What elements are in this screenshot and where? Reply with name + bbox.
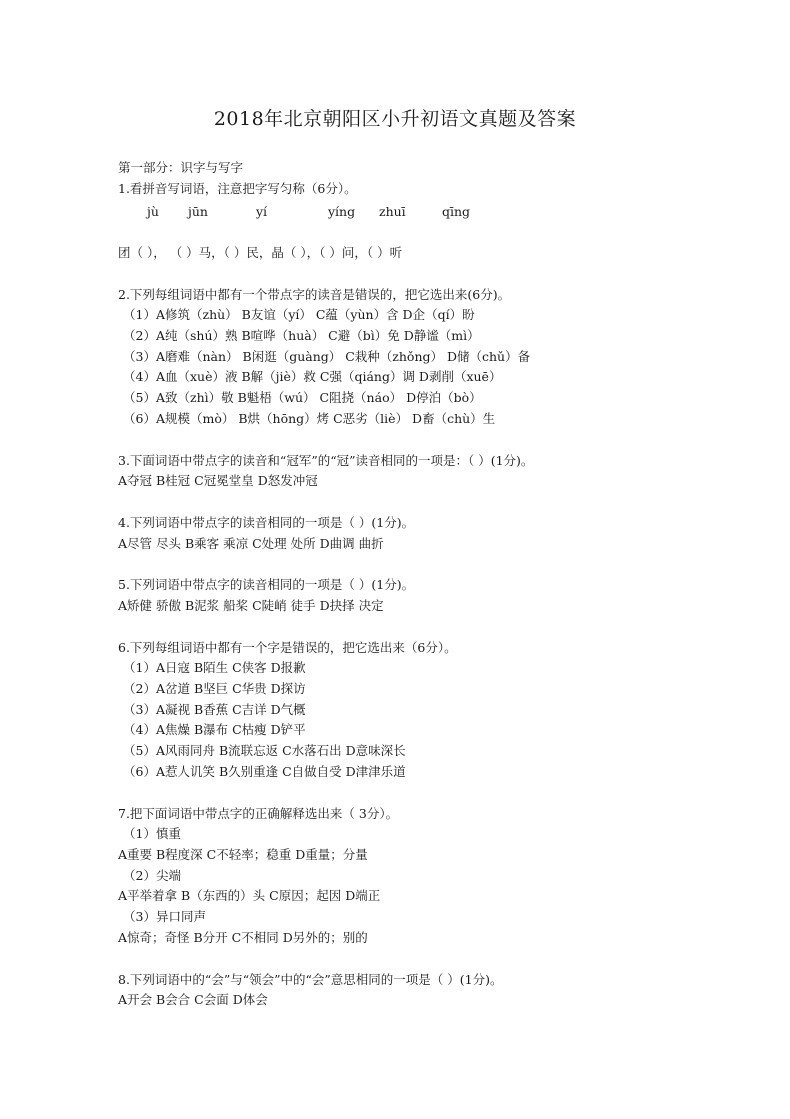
- q6-line: （6）A惹人讥笑 B久别重逢 C自做自受 D津津乐道: [123, 764, 406, 779]
- q4-prompt: 4.下列词语中带点字的读音相同的一项是（ ）(1分)。: [118, 515, 415, 530]
- q7-options: A惊奇；奇怪 B分开 C不相同 D另外的；别的: [118, 930, 368, 945]
- q6-prompt: 6.下列每组词语中都有一个字是错误的，把它选出来（6分）。: [118, 640, 457, 655]
- pinyin-2: jūn: [188, 204, 208, 219]
- q2-line: （6）A规模（mò） B烘（hōng）烤 C恶劣（liè） D畜（chù）生: [123, 411, 496, 426]
- pinyin-4: yíng: [328, 204, 356, 219]
- q7-term: （1）慎重: [123, 826, 181, 841]
- q6-line: （4）A焦燥 B瀑布 C枯瘦 D铲平: [123, 722, 306, 737]
- q2-line: （2）A纯（shú）熟 B喧哗（huà） C避（bì）免 D静谧（mì）: [123, 328, 480, 343]
- q8-options: A开会 B会合 C会面 D体会: [118, 992, 268, 1007]
- q6-line: （2）A岔道 B坚巨 C华贵 D探访: [123, 681, 306, 696]
- pinyin-6: qīng: [442, 204, 471, 219]
- q7-term: （3）异口同声: [123, 909, 206, 924]
- q2-line: （1）A修筑（zhù） B友谊（yí） C蕴（yùn）含 D企（qí）盼: [123, 307, 475, 322]
- section-heading: 第一部分：识字与写字: [118, 160, 244, 175]
- q2-line: （3）A磨难（nàn） B闲逛（guàng） C栽种（zhǒng） D储（chǔ）备: [123, 349, 531, 364]
- q7-options: A重要 B程度深 C不轻率；稳重 D重量；分量: [118, 847, 368, 862]
- pinyin-1: jù: [147, 204, 159, 219]
- q6-line: （1）A日寇 B陌生 C侠客 D报歉: [123, 660, 306, 675]
- q4-options: A尽管 尽头 B乘客 乘凉 C处理 处所 D曲调 曲折: [118, 536, 384, 551]
- pinyin-5: zhuī: [379, 204, 406, 219]
- q3-options: A夺冠 B桂冠 C冠冕堂皇 D怒发冲冠: [118, 473, 318, 488]
- q6-line: （3）A凝视 B香蕉 C吉详 D气概: [123, 702, 306, 717]
- q5-options: A矫健 骄傲 B泥浆 船桨 C陡峭 徒手 D抉择 决定: [118, 598, 384, 613]
- q7-options: A平举着拿 B（东西的）头 C原因；起因 D端正: [118, 888, 381, 903]
- q7-term: （2）尖端: [123, 868, 181, 883]
- q1-prompt: 1.看拼音写词语，注意把字写匀称（6分）。: [118, 181, 357, 196]
- pinyin-3: yí: [256, 204, 268, 219]
- q2-prompt: 2.下列每组词语中都有一个带点字的读音是错误的，把它选出来(6分)。: [118, 287, 511, 302]
- q1-blanks: 团（ ）， （ ）马，（ ）民，晶（ ），（ ）问，（ ）听: [118, 245, 403, 260]
- q2-line: （4）A血（xuè）液 B解（jiè）救 C强（qiáng）调 D剥削（xuē）: [123, 369, 502, 384]
- q5-prompt: 5.下列词语中带点字的读音相同的一项是（ ）(1分)。: [118, 577, 415, 592]
- q6-line: （5）A风雨同舟 B流联忘返 C水落石出 D意味深长: [123, 743, 406, 758]
- q2-line: （5）A致（zhì）敬 B魁梧（wú） C阻挠（náo） D停泊（bò）: [123, 390, 482, 405]
- document-title: 2018年北京朝阳区小升初语文真题及答案: [213, 108, 577, 130]
- q7-prompt: 7.把下面词语中带点字的正确解释选出来（ 3分）。: [118, 806, 399, 821]
- q1-pinyin-row: [0, 204, 790, 220]
- q8-prompt: 8.下列词语中的“会”与“领会”中的“会”意思相同的一项是（ ）(1分)。: [118, 972, 503, 987]
- q3-prompt: 3.下面词语中带点字的读音和“冠军”的“冠”读音相同的一项是：（ ）(1分)。: [118, 453, 534, 468]
